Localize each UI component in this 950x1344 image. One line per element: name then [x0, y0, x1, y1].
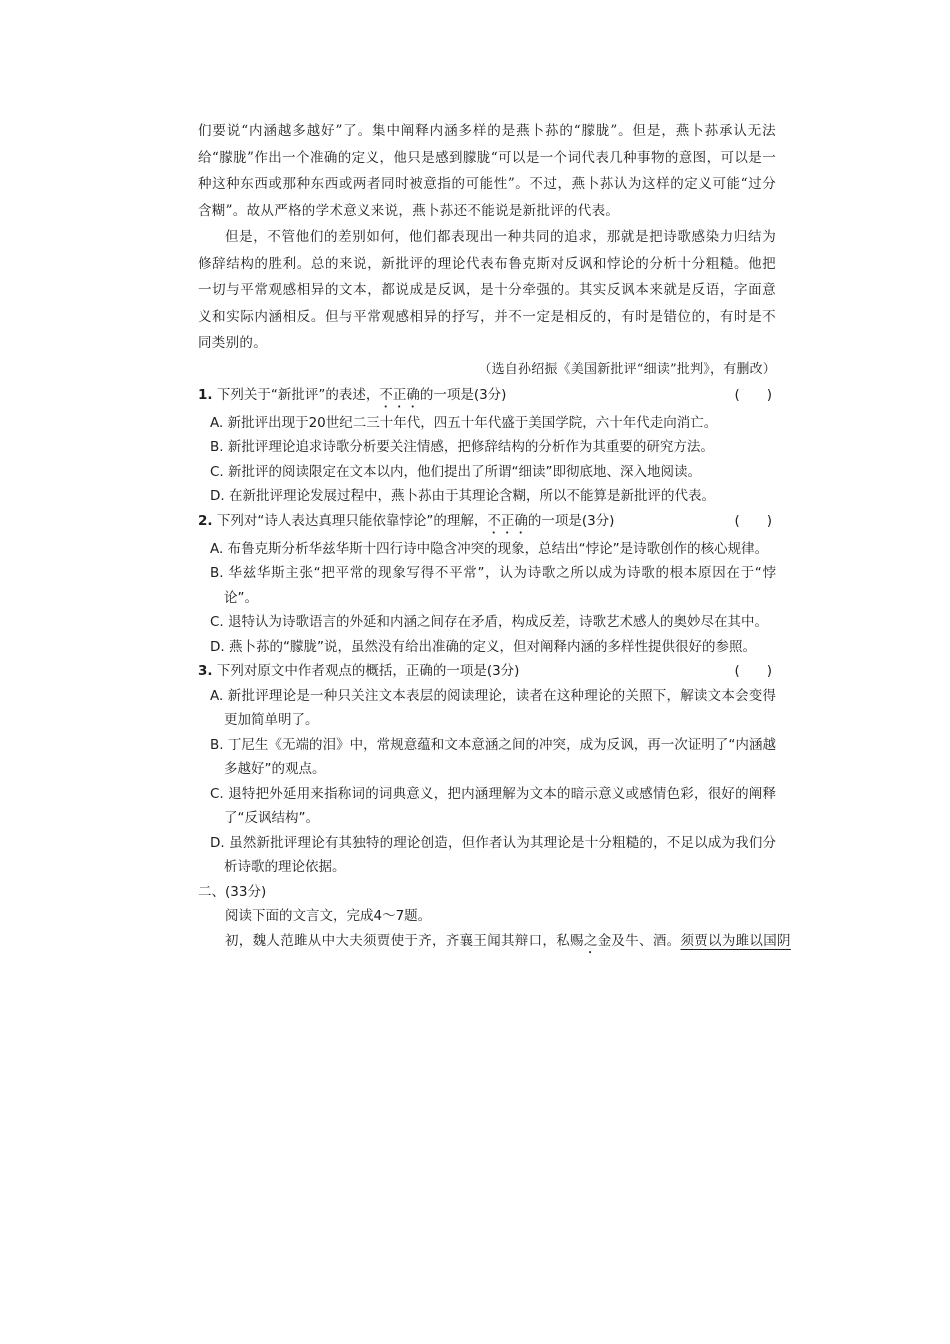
option-d: D. 在新批评理论发展过程中，燕卜荪由于其理论含糊，所以不能算是新批评的代表。 [210, 488, 715, 504]
answer-blank: ( ) [734, 512, 772, 529]
question-number: 3. [198, 663, 213, 679]
option-b: B. 丁尼生《无端的泪》中，常规意蕴和文本意涵之间的冲突，成为反讽，再一次证明了“内涵越多越好”的观点。 [210, 736, 776, 777]
question-2 [198, 509, 776, 660]
classical-text-start: 初，魏人范雎从中大夫须贾使于齐，齐襄王闻其辩口，私赐 [225, 932, 584, 949]
passage-paragraph-1: 们要说“内涵越多越好”了。集中阐释内涵多样的是燕卜荪的“朦胧”。但是，燕卜荪承认无法给“朦胧”作出一个准确的定义，他只是感到朦胧“可以是一个词代表几种事物的意图，可以是一种这种东西或那种东西或两者同时被意指的可能性”。不过，燕卜荪认为这样的定义可能“过分含糊”。故从严格的学术意义来说，燕卜荪还不能说是新批评的代表。 [198, 123, 776, 219]
option-b: B. 新批评理论追求诗歌分析要关注情感，把修辞结构的分析作为其重要的研究方法。 [210, 439, 714, 455]
emphasized-text: 不正确 [379, 386, 420, 403]
question-stem-text-end: 的一项是(3分) [527, 512, 615, 529]
option-c: C. 退特把外延用来指称词的词典意义，把内涵理解为文本的暗示意义或感情色彩，很好的阐释了“反讽结构”。 [210, 785, 776, 826]
option-d: D. 燕卜荪的“朦胧”说，虽然没有给出准确的定义，但对阐释内涵的多样性提供很好的参照。 [210, 638, 756, 655]
option-a: A. 新批评出现于20世纪二三十年代，四五十年代盛于美国学院，六十年代走向消亡。 [210, 414, 718, 431]
underlined-sentence: 须贾以为雎以国阴 [680, 932, 791, 949]
question-3 [198, 659, 776, 880]
question-number: 2. [198, 512, 213, 529]
question-stem-text: 下列对“诗人表达真理只能依靠悖论”的理解， [216, 512, 488, 529]
question-stem [198, 509, 776, 537]
question-stem-text-end: 的一项是(3分) [419, 386, 507, 403]
classical-text [198, 929, 791, 957]
question-stem-text: 下列关于“新批评”的表述， [216, 386, 380, 403]
option-d: D. 虽然新批评理论有其独特的理论创造，但作者认为其理论是十分粗糙的，不足以成为我们分析诗歌的理论依据。 [210, 834, 776, 875]
option-c: C. 退特认为诗歌语言的外延和内涵之间存在矛盾，构成反差，诗歌艺术感人的奥妙尽在其中。 [210, 614, 769, 630]
section-instruction: 阅读下面的文言文，完成4～7题。 [225, 908, 432, 924]
question-stem [198, 383, 776, 411]
emphasized-text: 之 [583, 932, 598, 949]
option-a: A. 布鲁克斯分析华兹华斯十四行诗中隐含冲突的现象，总结出“悖论”是诗歌创作的核心规律。 [210, 540, 769, 557]
option-c: C. 新批评的阅读限定在文本以内，他们提出了所谓“细读”即彻底地、深入地阅读。 [210, 463, 701, 480]
question-stem-text: 下列对原文中作者观点的概括，正确的一项是(3分) [216, 663, 520, 679]
passage-source: （选自孙绍振《美国新批评“细读”批判》，有删改） [478, 361, 776, 377]
classical-text-mid: 金及牛、酒。 [597, 932, 681, 949]
answer-blank: ( ) [734, 663, 772, 679]
option-b: B. 华兹华斯主张“把平常的现象写得不平常”，认为诗歌之所以成为诗歌的根本原因在于“悖论”。 [210, 565, 776, 606]
option-a: A. 新批评理论是一种只关注文本表层的阅读理论，读者在这种理论的关照下，解读文本会变得更加简单明了。 [210, 687, 776, 728]
page-content [198, 118, 791, 957]
emphasized-text: 不正确 [487, 512, 528, 529]
section-heading: 二、(33分) [198, 883, 267, 900]
question-1 [198, 383, 776, 509]
question-number: 1. [198, 386, 213, 403]
passage-paragraph-2: 但是，不管他们的差别如何，他们都表现出一种共同的追求，那就是把诗歌感染力归结为修辞结构的胜利。总的来说，新批评的理论代表布鲁克斯对反讽和悖论的分析十分粗糙。他把一切与平常观感相异的文本，都说成是反讽，是十分牵强的。其实反讽本来就是反语，字面意义和实际内涵相反。但与平常观感相异的抒写，并不一定是相反的，有时是错位的，有时是不同类别的。 [198, 229, 776, 351]
answer-blank: ( ) [734, 386, 772, 403]
question-stem [198, 659, 776, 684]
